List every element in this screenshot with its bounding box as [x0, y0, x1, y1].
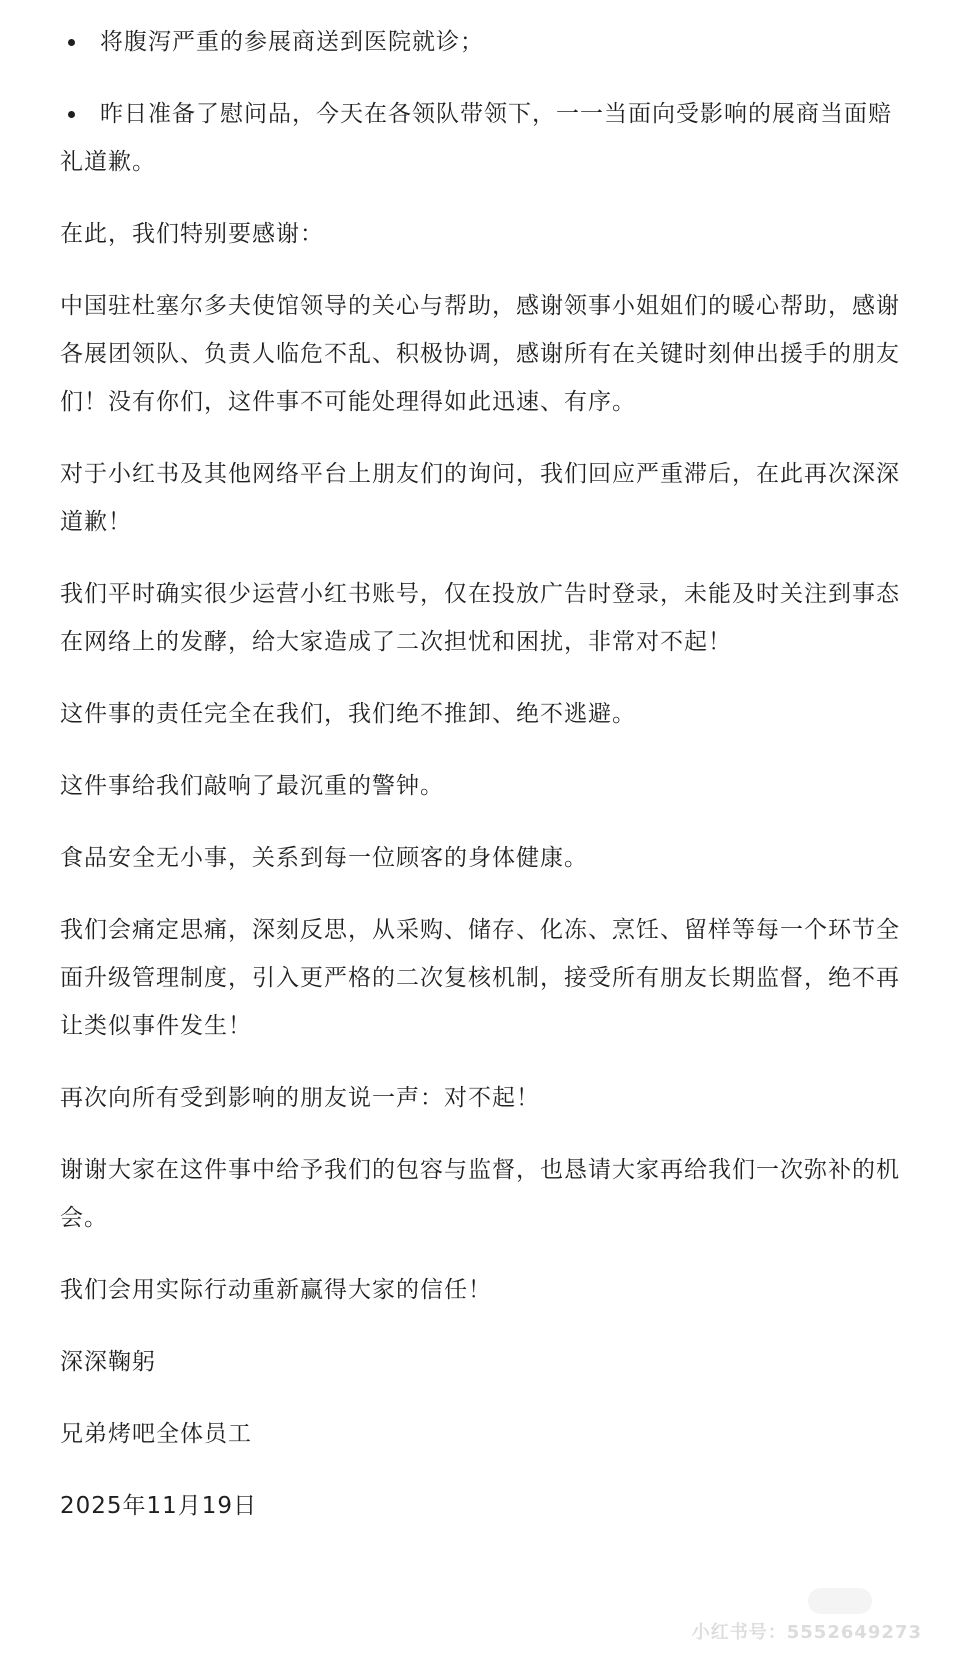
date: 2025年11月19日	[60, 1493, 258, 1519]
watermark-badge	[808, 1588, 872, 1614]
signature: 兄弟烤吧全体员工	[60, 1421, 252, 1447]
paragraph: 这件事给我们敲响了最沉重的警钟。	[60, 773, 444, 799]
paragraph: 对于小红书及其他网络平台上朋友们的询问，我们回应严重滞后，在此再次深深道歉！	[60, 461, 900, 535]
paragraph: 我们平时确实很少运营小红书账号，仅在投放广告时登录，未能及时关注到事态在网络上的发酵，给大家造成了二次担忧和困扰，非常对不起！	[60, 581, 900, 655]
bullet-item: 将腹泻严重的参展商送到医院就诊；	[60, 18, 900, 66]
paragraph: 食品安全无小事，关系到每一位顾客的身体健康。	[60, 845, 588, 871]
paragraph: 这件事的责任完全在我们，我们绝不推卸、绝不逃避。	[60, 701, 636, 727]
bullet-item: 昨日准备了慰问品，今天在各领队带领下，一一当面向受影响的展商当面赔礼道歉。	[60, 90, 900, 186]
paragraph: 在此，我们特别要感谢：	[60, 221, 324, 247]
statement-document	[60, 18, 900, 1554]
paragraph: 再次向所有受到影响的朋友说一声：对不起！	[60, 1085, 540, 1111]
paragraph: 我们会痛定思痛，深刻反思，从采购、储存、化冻、烹饪、留样等每一个环节全面升级管理制度，引入更严格的二次复核机制，接受所有朋友长期监督，绝不再让类似事件发生！	[60, 917, 900, 1039]
paragraph: 中国驻杜塞尔多夫使馆领导的关心与帮助，感谢领事小姐姐们的暖心帮助，感谢各展团领队、负责人临危不乱、积极协调，感谢所有在关键时刻伸出援手的朋友们！没有你们，这件事不可能处理得如此迅速、有序。	[60, 293, 900, 415]
paragraph: 我们会用实际行动重新赢得大家的信任！	[60, 1277, 492, 1303]
sign-off: 深深鞠躬	[60, 1349, 156, 1375]
paragraph: 谢谢大家在这件事中给予我们的包容与监督，也恳请大家再给我们一次弥补的机会。	[60, 1157, 900, 1231]
watermark-text: 小红书号：5552649273	[691, 1622, 922, 1643]
